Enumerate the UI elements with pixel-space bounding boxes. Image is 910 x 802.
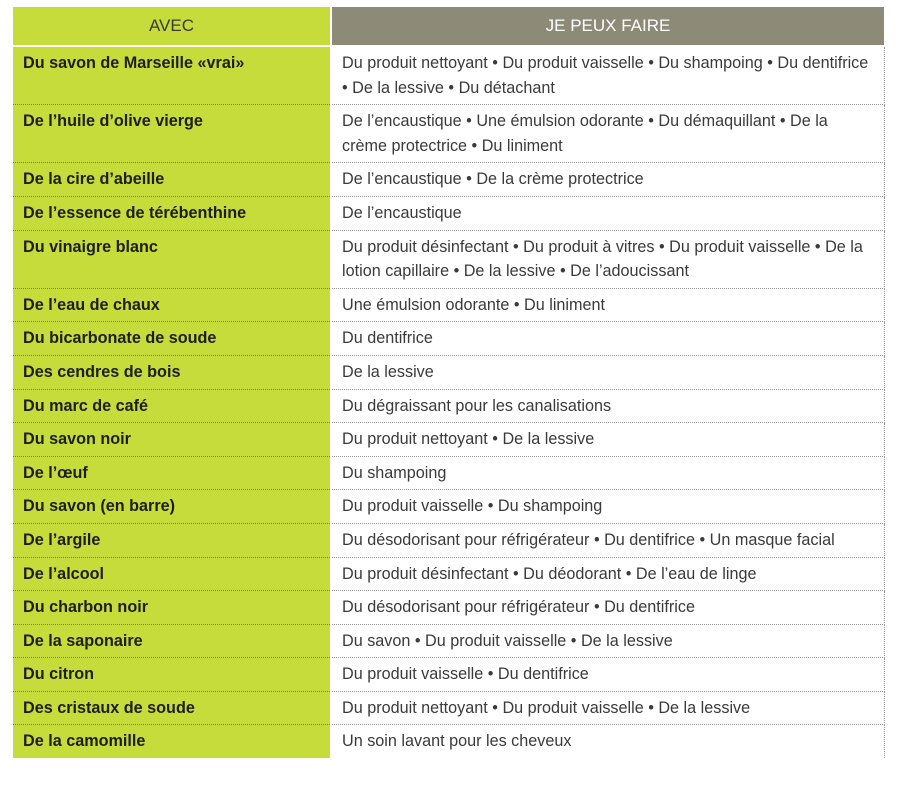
- table-row: [13, 591, 884, 625]
- column-header-je-peux-faire: JE PEUX FAIRE: [331, 7, 884, 46]
- uses-cell: Du shampoing: [331, 456, 884, 490]
- uses-cell: De l’encaustique: [331, 196, 884, 230]
- ingredient-uses-table: [13, 7, 885, 758]
- table-body: [13, 46, 884, 758]
- uses-cell: Du produit désinfectant • Du déodorant • De l’eau de linge: [331, 557, 884, 591]
- table-row: [13, 490, 884, 524]
- uses-cell: Du dentifrice: [331, 322, 884, 356]
- uses-cell: Une émulsion odorante • Du liniment: [331, 288, 884, 322]
- column-header-avec: AVEC: [13, 7, 331, 46]
- table-row: [13, 163, 884, 197]
- ingredient-cell: De l’œuf: [13, 456, 331, 490]
- table-row: [13, 691, 884, 725]
- uses-cell: Du produit vaisselle • Du dentifrice: [331, 658, 884, 692]
- uses-cell: Du produit nettoyant • Du produit vaisselle • De la lessive: [331, 691, 884, 725]
- table-row: [13, 624, 884, 658]
- ingredient-cell: Du citron: [13, 658, 331, 692]
- table-row: [13, 196, 884, 230]
- table-row: [13, 288, 884, 322]
- table-row: [13, 46, 884, 105]
- uses-cell: Du produit nettoyant • Du produit vaisselle • Du shampoing • Du dentifrice • De la lessive • Du détachant: [331, 46, 884, 105]
- table-row: [13, 456, 884, 490]
- ingredient-uses-table-container: [13, 7, 884, 758]
- ingredient-cell: De la camomille: [13, 725, 331, 758]
- ingredient-cell: Du savon de Marseille «vrai»: [13, 46, 331, 105]
- header-row: [13, 7, 884, 46]
- table-header: [13, 7, 884, 46]
- ingredient-cell: Du marc de café: [13, 389, 331, 423]
- table-row: [13, 658, 884, 692]
- table-row: [13, 523, 884, 557]
- uses-cell: Du dégraissant pour les canalisations: [331, 389, 884, 423]
- ingredient-cell: De la saponaire: [13, 624, 331, 658]
- uses-cell: Un soin lavant pour les cheveux: [331, 725, 884, 758]
- table-row: [13, 423, 884, 457]
- ingredient-cell: Du charbon noir: [13, 591, 331, 625]
- ingredient-cell: Du vinaigre blanc: [13, 230, 331, 288]
- table-row: [13, 389, 884, 423]
- ingredient-cell: Du savon noir: [13, 423, 331, 457]
- uses-cell: De l’encaustique • De la crème protectrice: [331, 163, 884, 197]
- uses-cell: Du savon • Du produit vaisselle • De la lessive: [331, 624, 884, 658]
- ingredient-cell: Du bicarbonate de soude: [13, 322, 331, 356]
- ingredient-cell: De la cire d’abeille: [13, 163, 331, 197]
- table-row: [13, 105, 884, 163]
- ingredient-cell: De l’huile d’olive vierge: [13, 105, 331, 163]
- table-row: [13, 355, 884, 389]
- table-row: [13, 322, 884, 356]
- uses-cell: Du désodorisant pour réfrigérateur • Du dentifrice • Un masque facial: [331, 523, 884, 557]
- ingredient-cell: De l’alcool: [13, 557, 331, 591]
- ingredient-cell: De l’eau de chaux: [13, 288, 331, 322]
- table-row: [13, 725, 884, 758]
- ingredient-cell: Des cristaux de soude: [13, 691, 331, 725]
- uses-cell: Du produit vaisselle • Du shampoing: [331, 490, 884, 524]
- uses-cell: Du désodorisant pour réfrigérateur • Du dentifrice: [331, 591, 884, 625]
- ingredient-cell: De l’essence de térébenthine: [13, 196, 331, 230]
- uses-cell: De la lessive: [331, 355, 884, 389]
- table-row: [13, 557, 884, 591]
- uses-cell: Du produit nettoyant • De la lessive: [331, 423, 884, 457]
- table-row: [13, 230, 884, 288]
- uses-cell: Du produit désinfectant • Du produit à vitres • Du produit vaisselle • De la lotion capillaire • De la lessive • De l’adoucissant: [331, 230, 884, 288]
- ingredient-cell: Des cendres de bois: [13, 355, 331, 389]
- uses-cell: De l’encaustique • Une émulsion odorante • Du démaquillant • De la crème protectrice • Du liniment: [331, 105, 884, 163]
- ingredient-cell: Du savon (en barre): [13, 490, 331, 524]
- ingredient-cell: De l’argile: [13, 523, 331, 557]
